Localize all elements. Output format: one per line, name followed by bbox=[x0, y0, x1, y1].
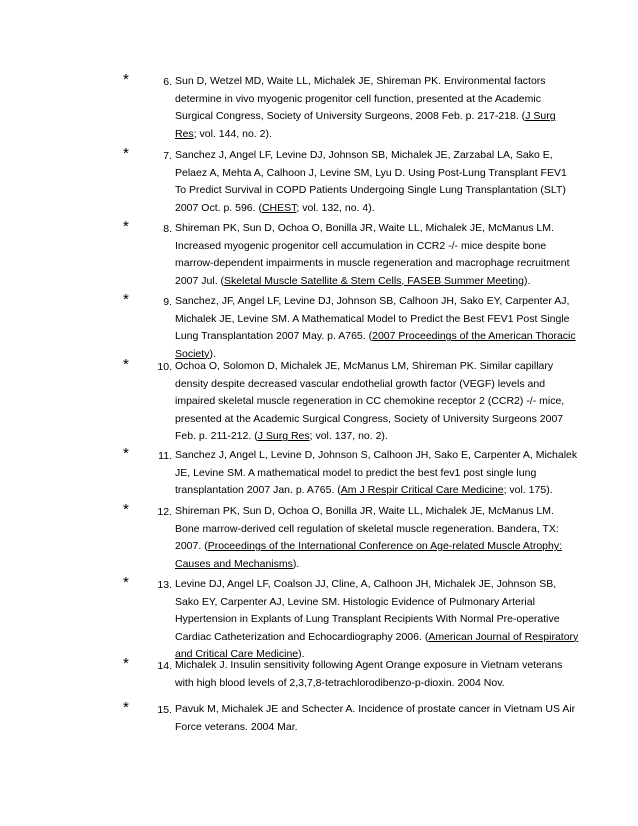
citation-text bbox=[175, 358, 585, 446]
journal-title-underlined: Causes and Mechanisms bbox=[175, 557, 293, 570]
entry-number: 13. bbox=[157, 579, 172, 591]
citation-segment: Bone marrow-derived cell regulation of skeletal muscle regeneration. Bandera, TX: bbox=[175, 522, 559, 535]
citation-segment: Sun D, Wetzel MD, Waite LL, Michalek JE, Shireman PK. Environmental factors bbox=[175, 75, 546, 87]
citation-line bbox=[175, 165, 585, 183]
citation-line bbox=[175, 182, 585, 200]
journal-title-underlined: Skeletal Muscle Satellite & Stem Cells, FASEB Summer Meeting bbox=[224, 274, 524, 287]
citation-segment: transplantation 2007 Jan. p. A765. ( bbox=[175, 484, 341, 497]
citation-segment: Shireman PK, Sun D, Ochoa O, Bonilla JR, Waite LL, Michalek JE, McManus LM. bbox=[175, 222, 554, 234]
citation-line bbox=[175, 576, 585, 594]
citation-text bbox=[175, 293, 585, 363]
citation-segment: determine in vivo myogenic progenitor cell function, presented at the Academic bbox=[175, 92, 541, 105]
citation-line bbox=[175, 411, 585, 429]
citation-text bbox=[175, 701, 585, 736]
citation-segment: Pavuk M, Michalek JE and Schecter A. Incidence of prostate cancer in Vietnam US Air bbox=[175, 703, 576, 715]
citation-segment: Sanchez J, Angel L, Levine D, Johnson S, Calhoon JH, Sako E, Carpenter A, Michalek bbox=[175, 449, 578, 461]
citation-segment: ; vol. 144, no. 2). bbox=[193, 127, 272, 140]
citation-line bbox=[175, 311, 585, 329]
citation-line bbox=[175, 220, 585, 238]
citation-text bbox=[175, 447, 585, 500]
citation-segment: JE, Levine SM. A mathematical model to predict the best fev1 post single lung bbox=[175, 466, 537, 479]
citation-line bbox=[175, 556, 585, 574]
entry-number: 11. bbox=[158, 450, 172, 462]
citation-line bbox=[175, 293, 585, 311]
citation-segment: Force veterans. 2004 Mar. bbox=[175, 720, 298, 733]
citation-segment: ; vol. 137, no. 2). bbox=[309, 430, 388, 443]
citation-segment: ; vol. 132, no. 4). bbox=[296, 201, 375, 214]
citation-line bbox=[175, 91, 585, 109]
entry-number: 12. bbox=[157, 506, 172, 518]
entry-number: 10. bbox=[157, 361, 172, 373]
citation-segment: ). bbox=[292, 557, 300, 570]
citation-line bbox=[175, 108, 585, 126]
citation-line bbox=[175, 521, 585, 539]
citation-text bbox=[175, 503, 585, 573]
citation-line bbox=[175, 629, 585, 647]
bullet-asterisk: * bbox=[123, 445, 129, 462]
citation-text bbox=[175, 220, 585, 290]
citation-segment: Surgical Congress, Society of University Surgeons, 2008 Feb. p. 217-218. ( bbox=[175, 110, 526, 123]
journal-title-underlined: Am J Respir Critical Care Medicine bbox=[340, 484, 504, 497]
citation-segment: marrow-dependent impairments in muscle regeneration and macrophage recruitment bbox=[175, 257, 570, 270]
entry-number: 8. bbox=[163, 223, 172, 235]
citation-line bbox=[175, 358, 585, 376]
journal-title-underlined: Proceedings of the International Conference on Age-related Muscle Atrophy: bbox=[207, 540, 563, 553]
citation-segment: Lung Transplantation 2007 May. p. A765. ( bbox=[175, 330, 373, 343]
citation-line bbox=[175, 482, 585, 500]
citation-segment: impaired skeletal muscle regeneration in CC chemokine receptor 2 (CCR2) -/- mice, bbox=[175, 395, 565, 408]
citation-segment: 2007 Oct. p. 596. ( bbox=[175, 201, 262, 214]
citation-line bbox=[175, 594, 585, 612]
citation-line bbox=[175, 126, 585, 144]
citation-segment: Hypertension in Explants of Lung Transplant Recipients With Normal Pre-operative bbox=[175, 613, 560, 626]
bullet-asterisk: * bbox=[123, 655, 129, 672]
entry-number: 15. bbox=[157, 704, 172, 716]
citation-line bbox=[175, 255, 585, 273]
citation-segment: with high blood levels of 2,3,7,8-tetrachlorodibenzo-p-dioxin. 2004 Nov. bbox=[175, 676, 505, 689]
journal-title-underlined: J Surg Res bbox=[257, 430, 310, 443]
citation-segment: Michalek JE, Levine SM. A Mathematical Model to Predict the Best FEV1 Post Single bbox=[175, 312, 570, 325]
bullet-asterisk: * bbox=[123, 291, 129, 308]
citation-segment: Levine DJ, Angel LF, Coalson JJ, Cline, A, Calhoon JH, Michalek JE, Johnson SB, bbox=[175, 578, 557, 590]
citation-segment: ; vol. 175). bbox=[503, 484, 553, 497]
citation-line bbox=[175, 238, 585, 256]
citation-line bbox=[175, 393, 585, 411]
citation-segment: Sanchez, JF, Angel LF, Levine DJ, Johnson SB, Calhoon JH, Sako EY, Carpenter AJ, bbox=[175, 295, 570, 307]
citation-segment: Shireman PK, Sun D, Ochoa O, Bonilla JR, Waite LL, Michalek JE, McManus LM. bbox=[175, 505, 554, 517]
journal-title-underlined: CHEST bbox=[261, 201, 297, 214]
citation-text bbox=[175, 73, 585, 143]
journal-title-underlined: 2007 Proceedings of the American Thoracic bbox=[372, 330, 576, 343]
citation-segment: Sanchez J, Angel LF, Levine DJ, Johnson SB, Michalek JE, Zarzabal LA, Sako E, bbox=[175, 149, 553, 161]
citation-line bbox=[175, 611, 585, 629]
bullet-asterisk: * bbox=[123, 356, 129, 373]
citation-text bbox=[175, 657, 585, 692]
citation-text bbox=[175, 576, 585, 664]
citation-segment: Cardiac Catheterization and Echocardiography 2006. ( bbox=[175, 630, 429, 643]
citation-line bbox=[175, 701, 585, 719]
citation-segment: Sako EY, Carpenter AJ, Levine SM. Histologic Evidence of Pulmonary Arterial bbox=[175, 595, 535, 608]
citation-segment: density despite decreased vascular endothelial growth factor (VEGF) levels and bbox=[175, 377, 546, 390]
citation-segment: ). bbox=[523, 274, 531, 287]
citation-line bbox=[175, 447, 585, 465]
journal-title-underlined: Res bbox=[175, 127, 194, 140]
bullet-asterisk: * bbox=[123, 145, 129, 162]
entry-number: 14. bbox=[157, 660, 172, 672]
citation-segment: ). bbox=[209, 347, 216, 360]
bullet-asterisk: * bbox=[123, 501, 129, 518]
bullet-asterisk: * bbox=[123, 218, 129, 235]
citation-line bbox=[175, 465, 585, 483]
citation-segment: Ochoa O, Solomon D, Michalek JE, McManus LM, Shireman PK. Similar capillary bbox=[175, 360, 554, 372]
citation-segment: To Predict Survival in COPD Patients Undergoing Single Lung Transplantation (SLT) bbox=[175, 184, 566, 197]
citation-segment: ). bbox=[298, 648, 305, 661]
citation-segment: 2007. ( bbox=[175, 540, 208, 553]
citation-segment: 2007 Jul. ( bbox=[175, 274, 225, 287]
journal-title-underlined: American Journal of Respiratory bbox=[428, 630, 579, 643]
citation-line bbox=[175, 273, 585, 291]
citation-line bbox=[175, 200, 585, 218]
journal-title-underlined: Society bbox=[175, 347, 210, 360]
citation-segment: Pelaez A, Mehta A, Calhoon J, Levine SM, Lyu D. Using Post-Lung Transplant FEV1 bbox=[175, 166, 567, 179]
citation-line bbox=[175, 503, 585, 521]
citation-line bbox=[175, 376, 585, 394]
bullet-asterisk: * bbox=[123, 71, 129, 88]
citation-line bbox=[175, 328, 585, 346]
citation-segment: presented at the Academic Surgical Congress, Society of University Surgeons 2007 bbox=[175, 412, 564, 425]
entry-number: 6. bbox=[163, 76, 172, 88]
citation-line bbox=[175, 147, 585, 165]
entry-number: 9. bbox=[163, 296, 172, 308]
citation-segment: Michalek J. Insulin sensitivity following Agent Orange exposure in Vietnam veterans bbox=[175, 659, 563, 671]
citation-line bbox=[175, 719, 585, 737]
citation-line bbox=[175, 428, 585, 446]
entry-number: 7. bbox=[163, 150, 172, 162]
citation-line bbox=[175, 675, 585, 693]
journal-title-underlined: and Critical Care Medicine bbox=[175, 648, 299, 661]
citation-line bbox=[175, 657, 585, 675]
citation-text bbox=[175, 147, 585, 217]
bullet-asterisk: * bbox=[123, 574, 129, 591]
citation-segment: Feb. p. 211-212. ( bbox=[175, 430, 258, 443]
journal-title-underlined: J Surg bbox=[525, 110, 556, 123]
bullet-asterisk: * bbox=[123, 699, 129, 716]
citation-line bbox=[175, 73, 585, 91]
citation-segment: Increased myogenic progenitor cell accumulation in CCR2 -/- mice despite bone bbox=[175, 239, 547, 252]
citation-line bbox=[175, 538, 585, 556]
